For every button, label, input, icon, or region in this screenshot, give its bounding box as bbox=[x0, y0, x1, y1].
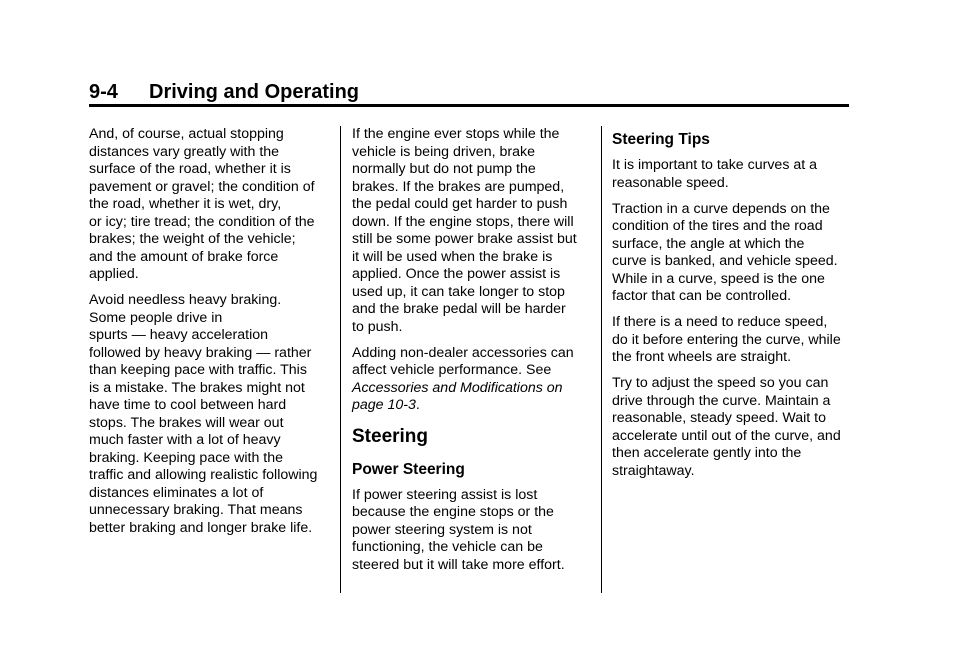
text-line: reasonable speed. bbox=[612, 174, 729, 191]
text-line: affect vehicle performance. See bbox=[352, 362, 552, 378]
text-line: to push. bbox=[352, 318, 403, 335]
paragraph-traction bbox=[612, 201, 852, 306]
text-line: Try to adjust the speed so you can bbox=[612, 375, 829, 391]
text-line: traffic and allowing realistic following bbox=[89, 467, 318, 483]
page-number: 9-4 bbox=[89, 81, 118, 103]
text-line: down. If the engine stops, there will bbox=[352, 213, 574, 230]
text-line: applied. bbox=[89, 266, 139, 282]
text-line: It is important to take curves at a bbox=[612, 157, 818, 173]
section-title: Driving and Operating bbox=[149, 81, 360, 103]
text-line: accelerate until out of the curve, and bbox=[612, 427, 841, 444]
text-line: brakes. If the brakes are pumped, bbox=[352, 178, 565, 195]
text-line: have time to cool between hard bbox=[89, 397, 287, 413]
text-line: And, of course, actual stopping bbox=[89, 126, 284, 142]
text-line: brakes; the weight of the vehicle; bbox=[89, 231, 296, 247]
text-line: drive through the curve. Maintain a bbox=[612, 392, 831, 409]
text-line: the pedal could get harder to push bbox=[352, 196, 568, 212]
text-line: still be some power brake assist but bbox=[352, 231, 577, 247]
paragraph-power-steering bbox=[352, 487, 588, 575]
text-line: is a mistake. The brakes might not bbox=[89, 379, 305, 396]
cross-reference-period: . bbox=[415, 397, 420, 413]
text-line: condition of the tires and the road bbox=[612, 218, 823, 234]
text-line: it will be used when the brake is bbox=[352, 248, 553, 265]
text-line: Accessories and Modifications on bbox=[352, 379, 563, 396]
paragraph-adjust-speed bbox=[612, 375, 852, 480]
paragraph-accessories bbox=[352, 345, 588, 415]
text-line: If the engine ever stops while the bbox=[352, 126, 560, 142]
accessories-text bbox=[352, 345, 588, 380]
header-rule bbox=[89, 104, 849, 107]
text-line: followed by heavy braking — rather bbox=[89, 344, 312, 361]
text-line: distances vary greatly with the bbox=[89, 143, 280, 160]
paragraph-engine-stops bbox=[352, 126, 588, 336]
text-line: used up, it can take longer to stop bbox=[352, 283, 565, 300]
text-line: then accelerate gently into the bbox=[612, 445, 802, 461]
text-line: Avoid needless heavy braking. bbox=[89, 292, 282, 308]
column-divider-right bbox=[601, 126, 602, 593]
text-line: curve is banked, and vehicle speed. bbox=[612, 253, 838, 269]
column-middle bbox=[352, 126, 588, 583]
paragraph-heavy-braking bbox=[89, 292, 333, 537]
text-line: spurts — heavy acceleration bbox=[89, 327, 269, 343]
text-line: unnecessary braking. That means bbox=[89, 502, 303, 518]
text-line: much faster with a lot of heavy bbox=[89, 432, 281, 448]
text-line: and the brake pedal will be harder bbox=[352, 301, 566, 317]
column-right bbox=[612, 126, 852, 489]
heading-power-steering: Power Steering bbox=[352, 460, 465, 478]
text-line: distances eliminates a lot of bbox=[89, 484, 264, 501]
paragraph-curve-speed bbox=[612, 157, 852, 192]
text-line: the road, whether it is wet, dry, bbox=[89, 196, 282, 212]
text-line: factor that can be controlled. bbox=[612, 288, 792, 304]
text-line: applied. Once the power assist is bbox=[352, 266, 561, 282]
column-divider-left bbox=[340, 126, 341, 593]
text-line: do it before entering the curve, while bbox=[612, 331, 841, 348]
text-line: reasonable, steady speed. Wait to bbox=[612, 410, 826, 426]
column-left bbox=[89, 126, 333, 546]
text-line: power steering system is not bbox=[352, 521, 532, 538]
text-line: normally but do not pump the bbox=[352, 161, 536, 177]
text-line: surface, the angle at which the bbox=[612, 235, 805, 252]
text-line: While in a curve, speed is the one bbox=[612, 270, 825, 287]
page-header bbox=[89, 80, 849, 104]
text-line: the front wheels are straight. bbox=[612, 349, 792, 365]
paragraph-reduce-speed bbox=[612, 314, 852, 367]
heading-steering-tips: Steering Tips bbox=[612, 131, 710, 148]
text-line: surface of the road, whether it is bbox=[89, 161, 291, 177]
text-line: Adding non-dealer accessories can bbox=[352, 344, 574, 361]
text-line: and the amount of brake force bbox=[89, 248, 279, 265]
text-line: Traction in a curve depends on the bbox=[612, 200, 830, 217]
text-line: straightaway. bbox=[612, 462, 695, 479]
text-line: functioning, the vehicle can be bbox=[352, 539, 543, 555]
text-line: If power steering assist is lost bbox=[352, 486, 538, 503]
heading-steering: Steering bbox=[352, 425, 429, 447]
cross-reference-link[interactable] bbox=[352, 380, 588, 415]
text-line: better braking and longer brake life. bbox=[89, 519, 313, 536]
text-line: pavement or gravel; the condition of bbox=[89, 178, 315, 195]
text-line: than keeping pace with traffic. This bbox=[89, 362, 307, 378]
text-line: or icy; tire tread; the condition of the bbox=[89, 213, 315, 230]
text-line: braking. Keeping pace with the bbox=[89, 449, 284, 466]
text-line: because the engine stops or the bbox=[352, 504, 554, 520]
text-line: If there is a need to reduce speed, bbox=[612, 314, 828, 330]
text-line: page 10-3. bbox=[352, 397, 420, 413]
text-line: stops. The brakes will wear out bbox=[89, 414, 284, 431]
paragraph-stopping-distances bbox=[89, 126, 333, 284]
text-line: steered but it will take more effort. bbox=[352, 556, 565, 573]
text-line: Some people drive in bbox=[89, 309, 223, 326]
text-line: vehicle is being driven, brake bbox=[352, 143, 535, 160]
